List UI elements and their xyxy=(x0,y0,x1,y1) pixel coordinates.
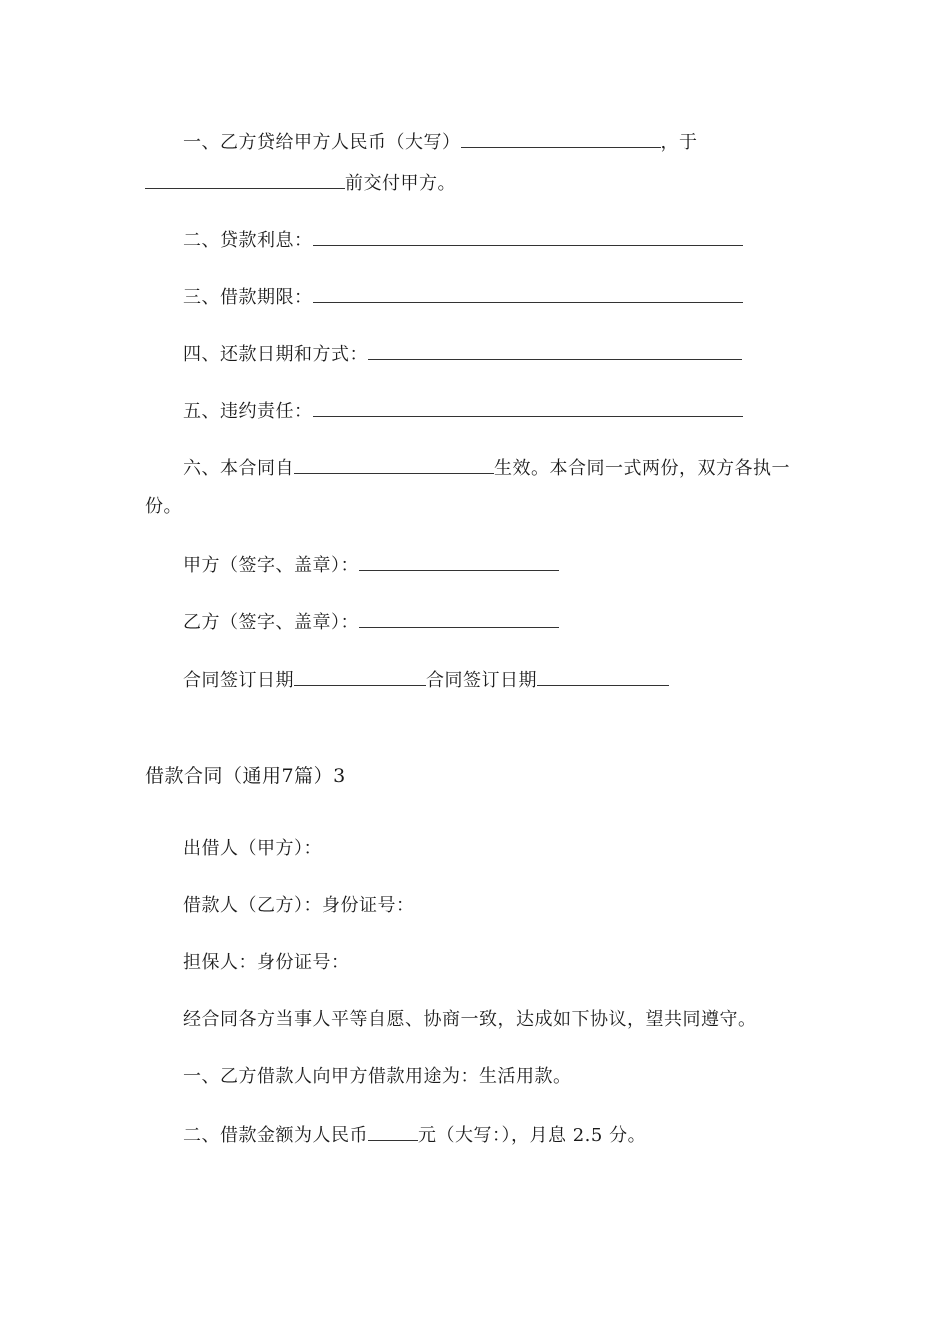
clause-6-line-2 xyxy=(145,495,182,519)
loan-purpose: 一、乙方借款人向甲方借款用途为：生活用款。 xyxy=(183,1066,572,1087)
delivery-date-blank xyxy=(145,170,345,189)
interest-blank xyxy=(313,227,743,246)
clause-4 xyxy=(183,341,742,367)
loan-amount-blank xyxy=(368,1122,418,1141)
loan-amount-tail: 元（大写：），月息 2.5 分。 xyxy=(418,1125,647,1146)
clause-6-label: 六、本合同自 xyxy=(183,458,294,479)
signature-b-blank xyxy=(359,609,559,628)
signature-party-a xyxy=(183,552,559,578)
clause-2 xyxy=(183,227,743,253)
clause-4-label: 四、还款日期和方式： xyxy=(183,344,368,365)
clause-6-tail: 份。 xyxy=(145,496,182,517)
signature-party-b xyxy=(183,609,559,635)
signature-a-label: 甲方（签字、盖章）： xyxy=(183,555,359,576)
signature-a-blank xyxy=(359,552,559,571)
clause-1-line-1 xyxy=(183,129,698,155)
clause-1-text: 一、乙方贷给甲方人民币（大写） xyxy=(183,132,461,153)
clause-1-tail: 前交付甲方。 xyxy=(345,173,456,194)
signing-date-a-blank xyxy=(294,667,426,686)
liability-blank xyxy=(313,398,743,417)
section-title: 借款合同（通用7篇）3 xyxy=(145,765,346,787)
clause-2-label: 二、贷款利息： xyxy=(183,230,313,251)
repayment-blank xyxy=(368,341,742,360)
lender-line: 出借人（甲方）： xyxy=(183,838,322,859)
clause-6-text: 生效。本合同一式两份，双方各执一 xyxy=(494,458,790,479)
clause-6-line-1 xyxy=(183,455,790,481)
clause-1-comma: ，于 xyxy=(660,132,698,153)
clause-1-line-2 xyxy=(145,170,456,196)
clause-3-label: 三、借款期限： xyxy=(183,287,313,308)
signing-date-a-label: 合同签订日期 xyxy=(183,670,294,691)
signing-date-b-label: 合同签订日期 xyxy=(426,670,537,691)
clause-5-label: 五、违约责任： xyxy=(183,401,313,422)
borrower-line: 借款人（乙方）：身份证号： xyxy=(183,895,415,916)
signing-dates xyxy=(183,667,669,693)
amount-blank xyxy=(461,129,661,148)
effective-date-blank xyxy=(294,455,494,474)
agreement-intro: 经合同各方当事人平等自愿、协商一致，达成如下协议，望共同遵守。 xyxy=(183,1009,757,1030)
loan-amount xyxy=(183,1122,646,1148)
signature-b-label: 乙方（签字、盖章）： xyxy=(183,612,359,633)
term-blank xyxy=(313,284,743,303)
signing-date-b-blank xyxy=(537,667,669,686)
loan-amount-label: 二、借款金额为人民币 xyxy=(183,1125,368,1146)
clause-5 xyxy=(183,398,743,424)
clause-3 xyxy=(183,284,743,310)
guarantor-line: 担保人：身份证号： xyxy=(183,952,350,973)
